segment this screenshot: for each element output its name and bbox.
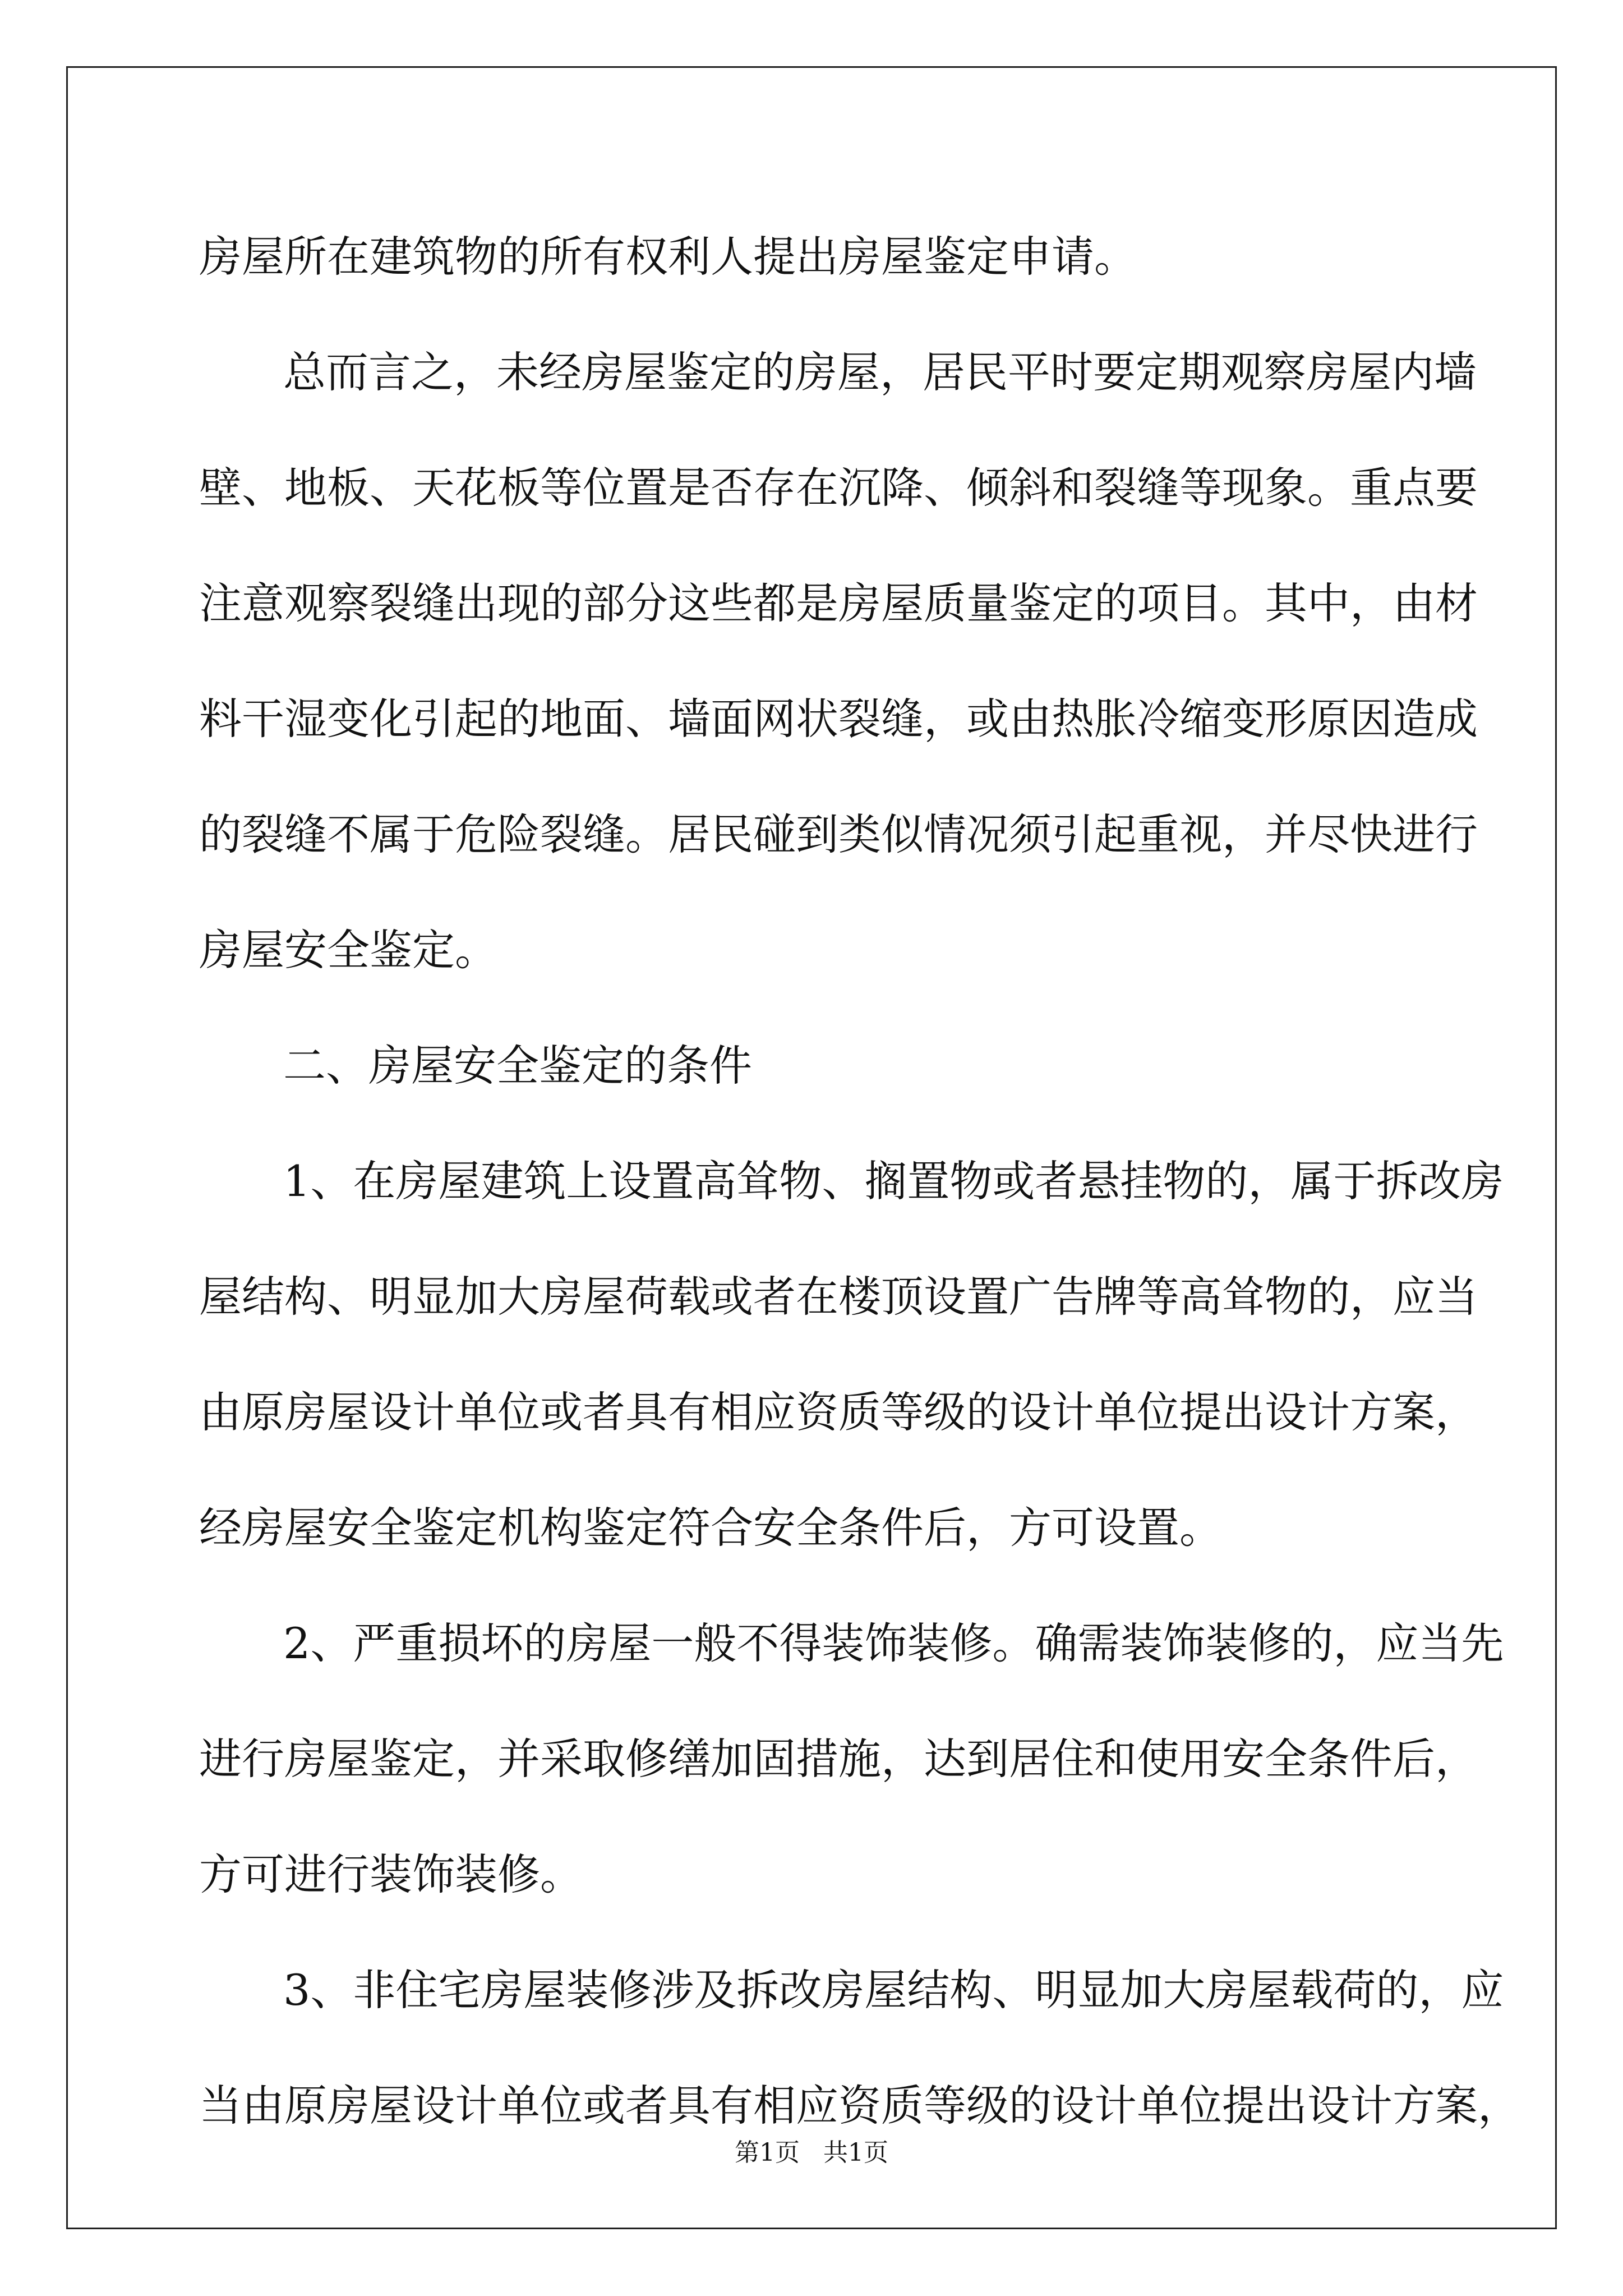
text-line: 房屋所在建筑物的所有权利人提出房屋鉴定申请。 (199, 232, 1137, 282)
text-line: 2、严重损坏的房屋一般不得装饰装修。确需装饰装修的，应当先 (283, 1618, 1504, 1668)
text-line: 屋结构、明显加大房屋荷载或者在楼顶设置广告牌等高耸物的，应当 (199, 1272, 1478, 1322)
page-footer: 第1页 共1页 (735, 2138, 888, 2167)
text-line: 当由原房屋设计单位或者具有相应资质等级的设计单位提出设计方案， (199, 2081, 1520, 2131)
text-line: 1、在房屋建筑上设置高耸物、搁置物或者悬挂物的，属于拆改房 (283, 1156, 1504, 1206)
text-line: 总而言之，未经房屋鉴定的房屋，居民平时要定期观察房屋内墙 (283, 347, 1477, 397)
text-line: 房屋安全鉴定。 (199, 925, 497, 975)
text-line: 的裂缝不属于危险裂缝。居民碰到类似情况须引起重视，并尽快进行 (199, 809, 1478, 859)
text-line: 经房屋安全鉴定机构鉴定符合安全条件后，方可设置。 (199, 1503, 1222, 1553)
section-heading: 二、房屋安全鉴定的条件 (283, 1041, 752, 1091)
text-line: 方可进行装饰装修。 (199, 1849, 583, 1899)
text-line: 由原房屋设计单位或者具有相应资质等级的设计单位提出设计方案， (199, 1387, 1478, 1437)
text-line: 进行房屋鉴定，并采取修缮加固措施，达到居住和使用安全条件后， (199, 1734, 1478, 1784)
document-body (199, 199, 1520, 2164)
text-line: 注意观察裂缝出现的部分这些都是房屋质量鉴定的项目。其中，由材 (199, 578, 1478, 628)
text-line: 壁、地板、天花板等位置是否存在沉降、倾斜和裂缝等现象。重点要 (199, 463, 1478, 513)
text-line: 3、非住宅房屋装修涉及拆改房屋结构、明显加大房屋载荷的，应 (283, 1965, 1504, 2015)
text-line: 料干湿变化引起的地面、墙面网状裂缝，或由热胀冷缩变形原因造成 (199, 694, 1478, 744)
